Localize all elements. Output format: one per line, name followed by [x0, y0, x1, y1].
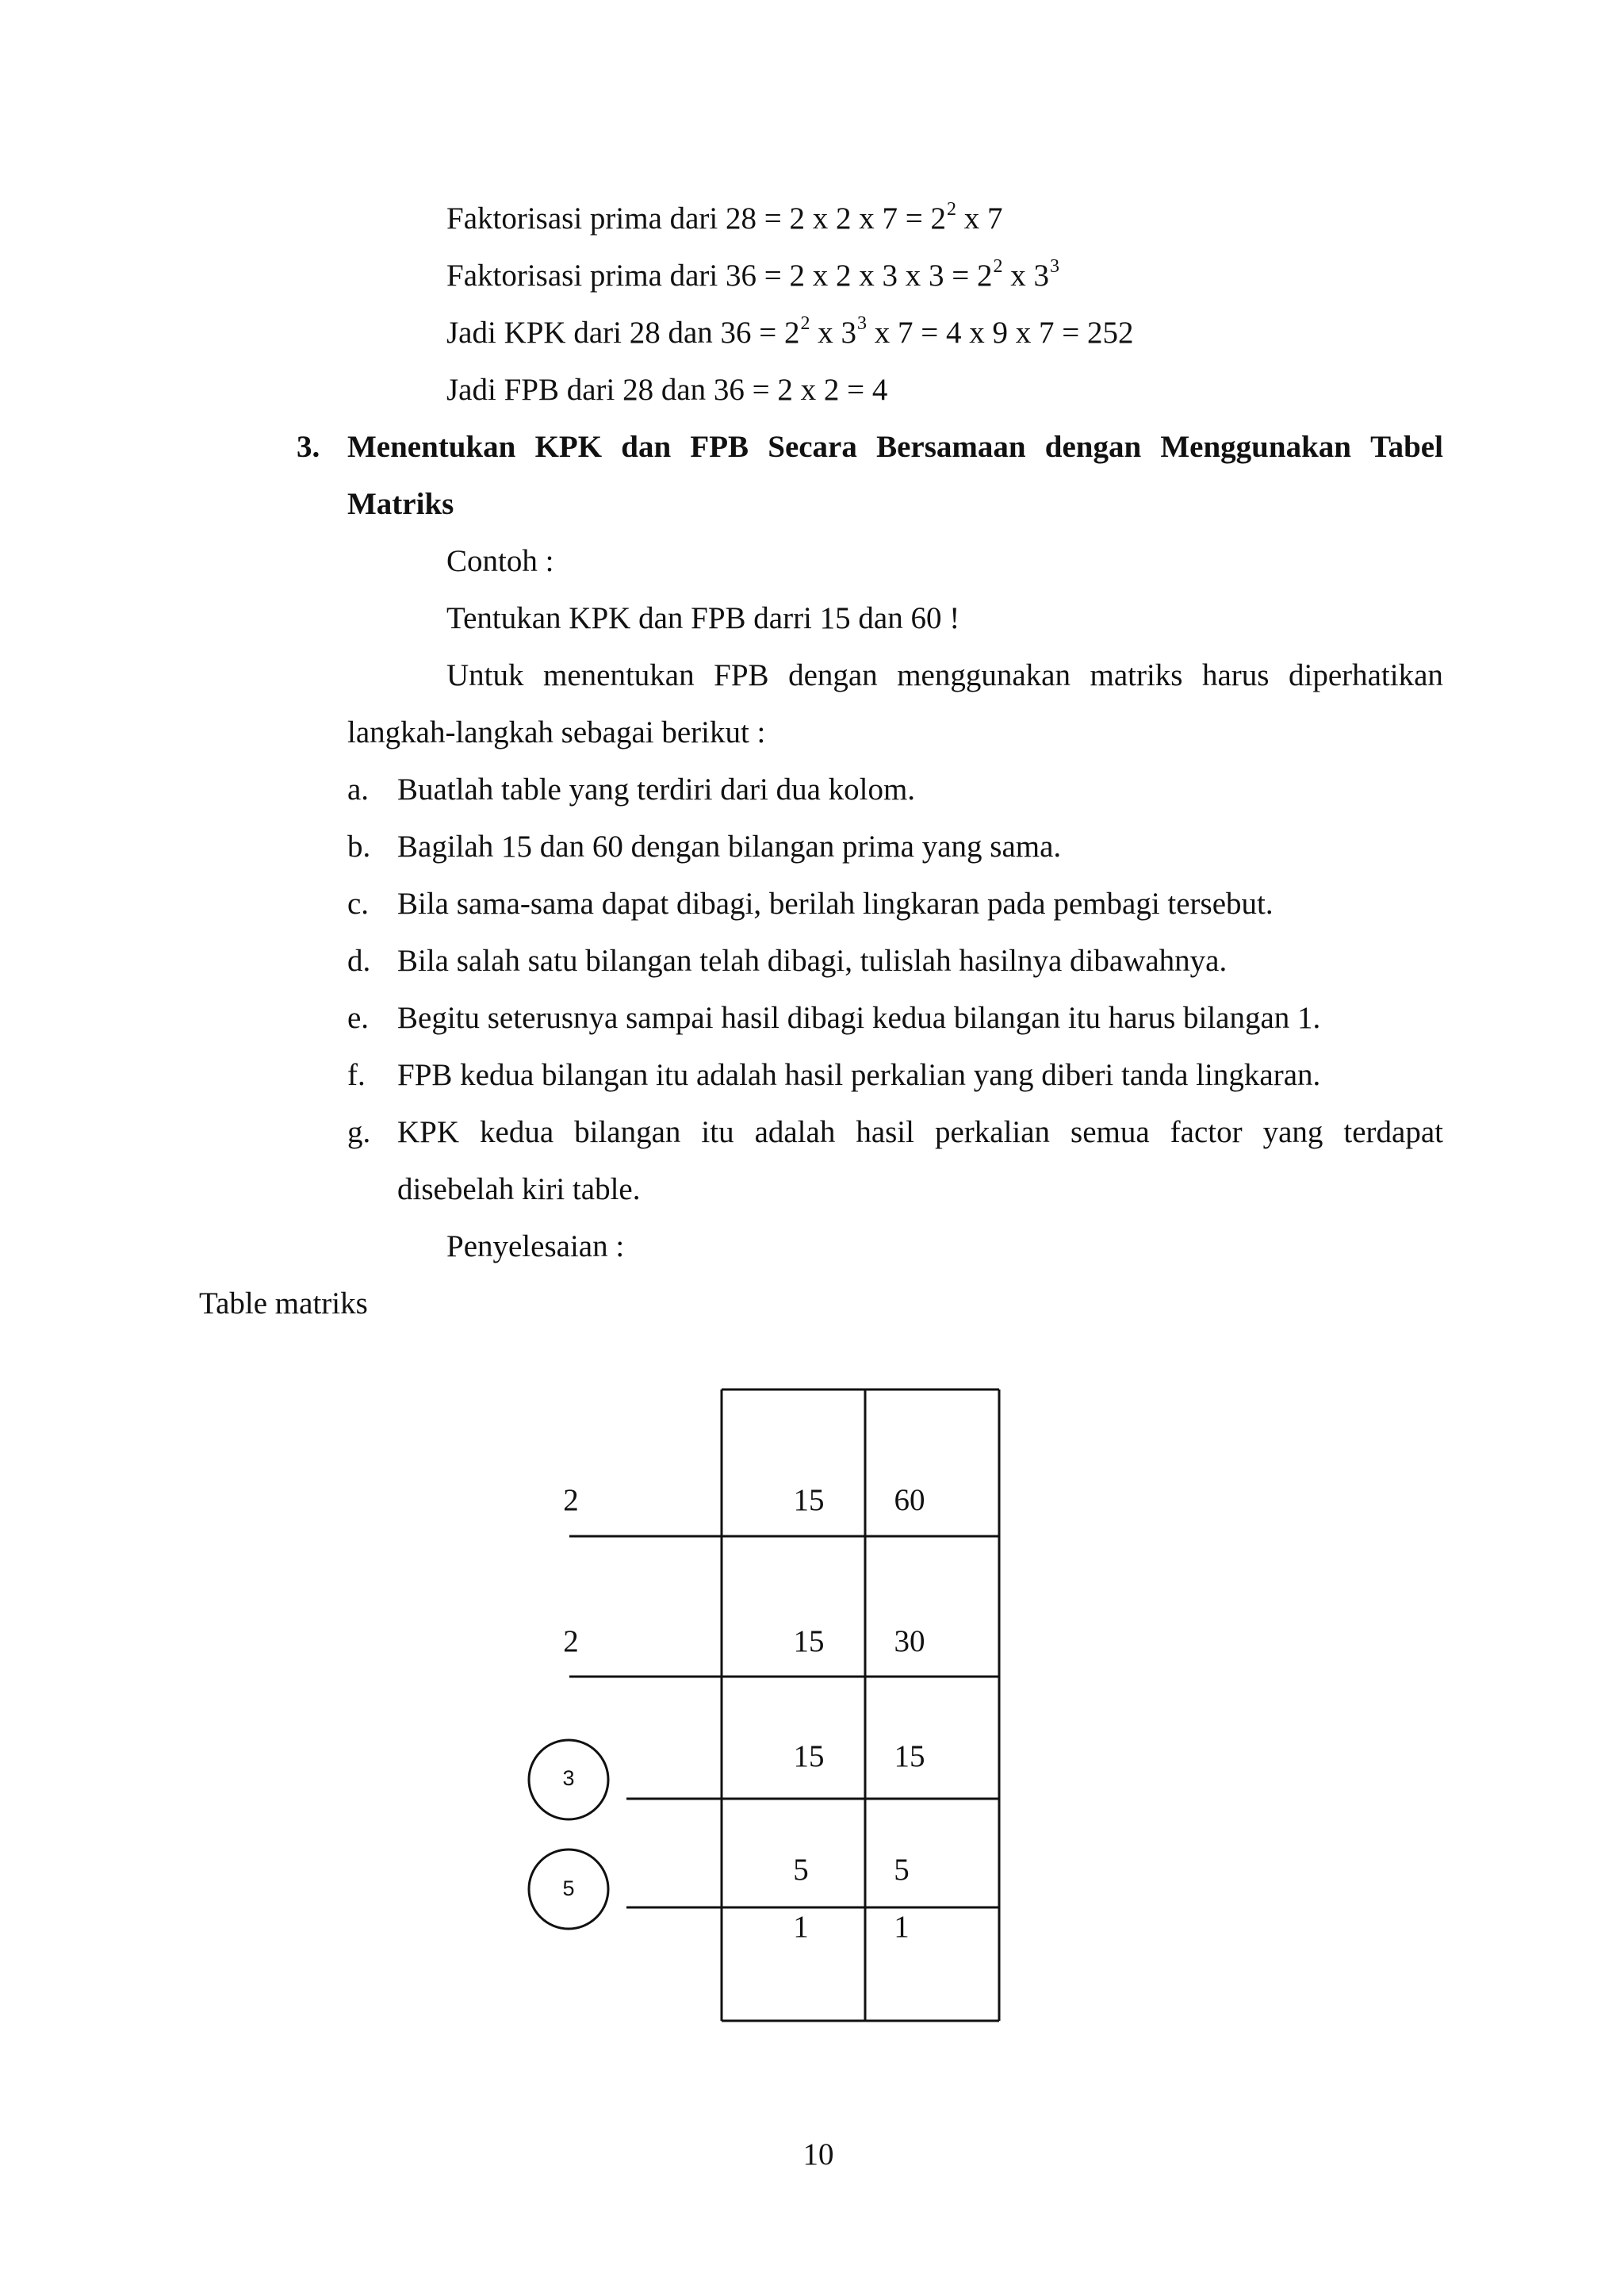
intro-word: menggunakan [897, 658, 1071, 692]
title-word: dengan [1044, 430, 1142, 464]
step-letter: c. [347, 887, 370, 921]
kpk-result-text: Jadi KPK dari 28 dan 36 = 2 [446, 316, 800, 350]
solution-label: Penyelesaian : [446, 1229, 625, 1263]
step-text: Bagilah 15 dan 60 dengan bilangan prima yang sama. [397, 830, 1062, 864]
exponent: 3 [1050, 256, 1059, 277]
page-number: 10 [802, 2137, 834, 2171]
step-text: Bila salah satu bilangan telah dibagi, tulislah hasilnya dibawahnya. [397, 944, 1228, 978]
fpb-result-line: Jadi FPB dari 28 dan 36 = 2 x 2 = 4 [446, 373, 888, 407]
intro-word: menentukan [543, 658, 695, 692]
example-label: Contoh : [446, 544, 554, 578]
factorization-text: Faktorisasi prima dari 36 = 2 x 2 x 3 x 3 = 2 [446, 259, 993, 293]
title-word: FPB [690, 430, 749, 464]
title-word: Menggunakan [1160, 430, 1351, 464]
step-word: adalah [754, 1115, 836, 1149]
step-text: Begitu seterusnya sampai hasil dibagi kedua bilangan itu harus bilangan 1. [397, 1001, 1321, 1035]
title-word: dan [621, 430, 672, 464]
step-letter: a. [347, 772, 370, 807]
exponent: 3 [857, 313, 868, 334]
matrix-cell-col1: 15 [793, 1739, 825, 1773]
step-letter: b. [347, 830, 371, 864]
matrix-cell-col1: 5 [793, 1853, 809, 1887]
step-text-continuation: disebelah kiri table. [397, 1172, 641, 1206]
step-letter: g. [347, 1115, 371, 1149]
table-caption: Table matriks [199, 1286, 368, 1320]
title-word: KPK [534, 430, 603, 464]
step-letter: e. [347, 1001, 370, 1035]
title-word: Bersamaan [876, 430, 1026, 464]
intro-word: harus [1201, 658, 1270, 692]
intro-word: dengan [788, 658, 878, 692]
step-word: bilangan [574, 1115, 681, 1149]
step-word: terdapat [1343, 1115, 1443, 1149]
matrix-cell-col2: 30 [894, 1624, 925, 1658]
title-word: Secara [768, 430, 857, 464]
matrix-cell-col2: 60 [894, 1483, 925, 1517]
step-word: factor [1170, 1115, 1243, 1149]
exponent: 2 [993, 256, 1003, 277]
step-text: Bila sama-sama dapat dibagi, berilah lingkaran pada pembagi tersebut. [397, 887, 1274, 921]
matrix-cell-col1: 15 [793, 1483, 825, 1517]
intro-word: matriks [1090, 658, 1183, 692]
kpk-result-mid: x 3 [810, 316, 857, 350]
factorization-text: Faktorisasi prima dari 28 = 2 x 2 x 7 = 2 [446, 201, 946, 236]
step-word: semua [1071, 1115, 1150, 1149]
section-number: 3. [297, 430, 320, 464]
section-title-line-2: Matriks [347, 487, 454, 521]
step-word: itu [701, 1115, 734, 1149]
step-word: yang [1262, 1115, 1323, 1149]
step-word: KPK [397, 1115, 460, 1149]
intro-word: FPB [714, 658, 769, 692]
divisor: 2 [563, 1483, 579, 1517]
matrix-cell-col2: 5 [894, 1853, 910, 1887]
intro-word: Untuk [446, 658, 524, 692]
factorization-tail: x 7 [956, 201, 1003, 236]
step-letter: d. [347, 944, 371, 978]
intro-line-2: langkah-langkah sebagai berikut : [347, 715, 766, 749]
circled-divisor: 3 [562, 1766, 575, 1790]
exponent: 2 [947, 199, 956, 220]
circled-divisor: 5 [562, 1876, 575, 1900]
intro-word: diperhatikan [1288, 658, 1443, 692]
step-text: Buatlah table yang terdiri dari dua kolom. [397, 772, 916, 807]
matrix-cell-col2: 15 [894, 1739, 925, 1773]
title-word: Tabel [1370, 430, 1443, 464]
step-letter: f. [347, 1058, 366, 1092]
example-question: Tentukan KPK dan FPB darri 15 dan 60 ! [446, 601, 960, 635]
title-word: Menentukan [347, 430, 516, 464]
matrix-cell-col1: 1 [793, 1910, 809, 1944]
factorization-mid: x 3 [1002, 259, 1049, 293]
divisor: 2 [563, 1624, 579, 1658]
matrix-cell-col2: 1 [894, 1910, 910, 1944]
step-text: FPB kedua bilangan itu adalah hasil perkalian yang diberi tanda lingkaran. [397, 1058, 1321, 1092]
step-word: perkalian [934, 1115, 1051, 1149]
exponent: 2 [800, 313, 810, 334]
step-word: kedua [480, 1115, 554, 1149]
step-word: hasil [856, 1115, 914, 1149]
matrix-cell-col1: 15 [793, 1624, 825, 1658]
kpk-result-tail: x 7 = 4 x 9 x 7 = 252 [867, 316, 1134, 350]
